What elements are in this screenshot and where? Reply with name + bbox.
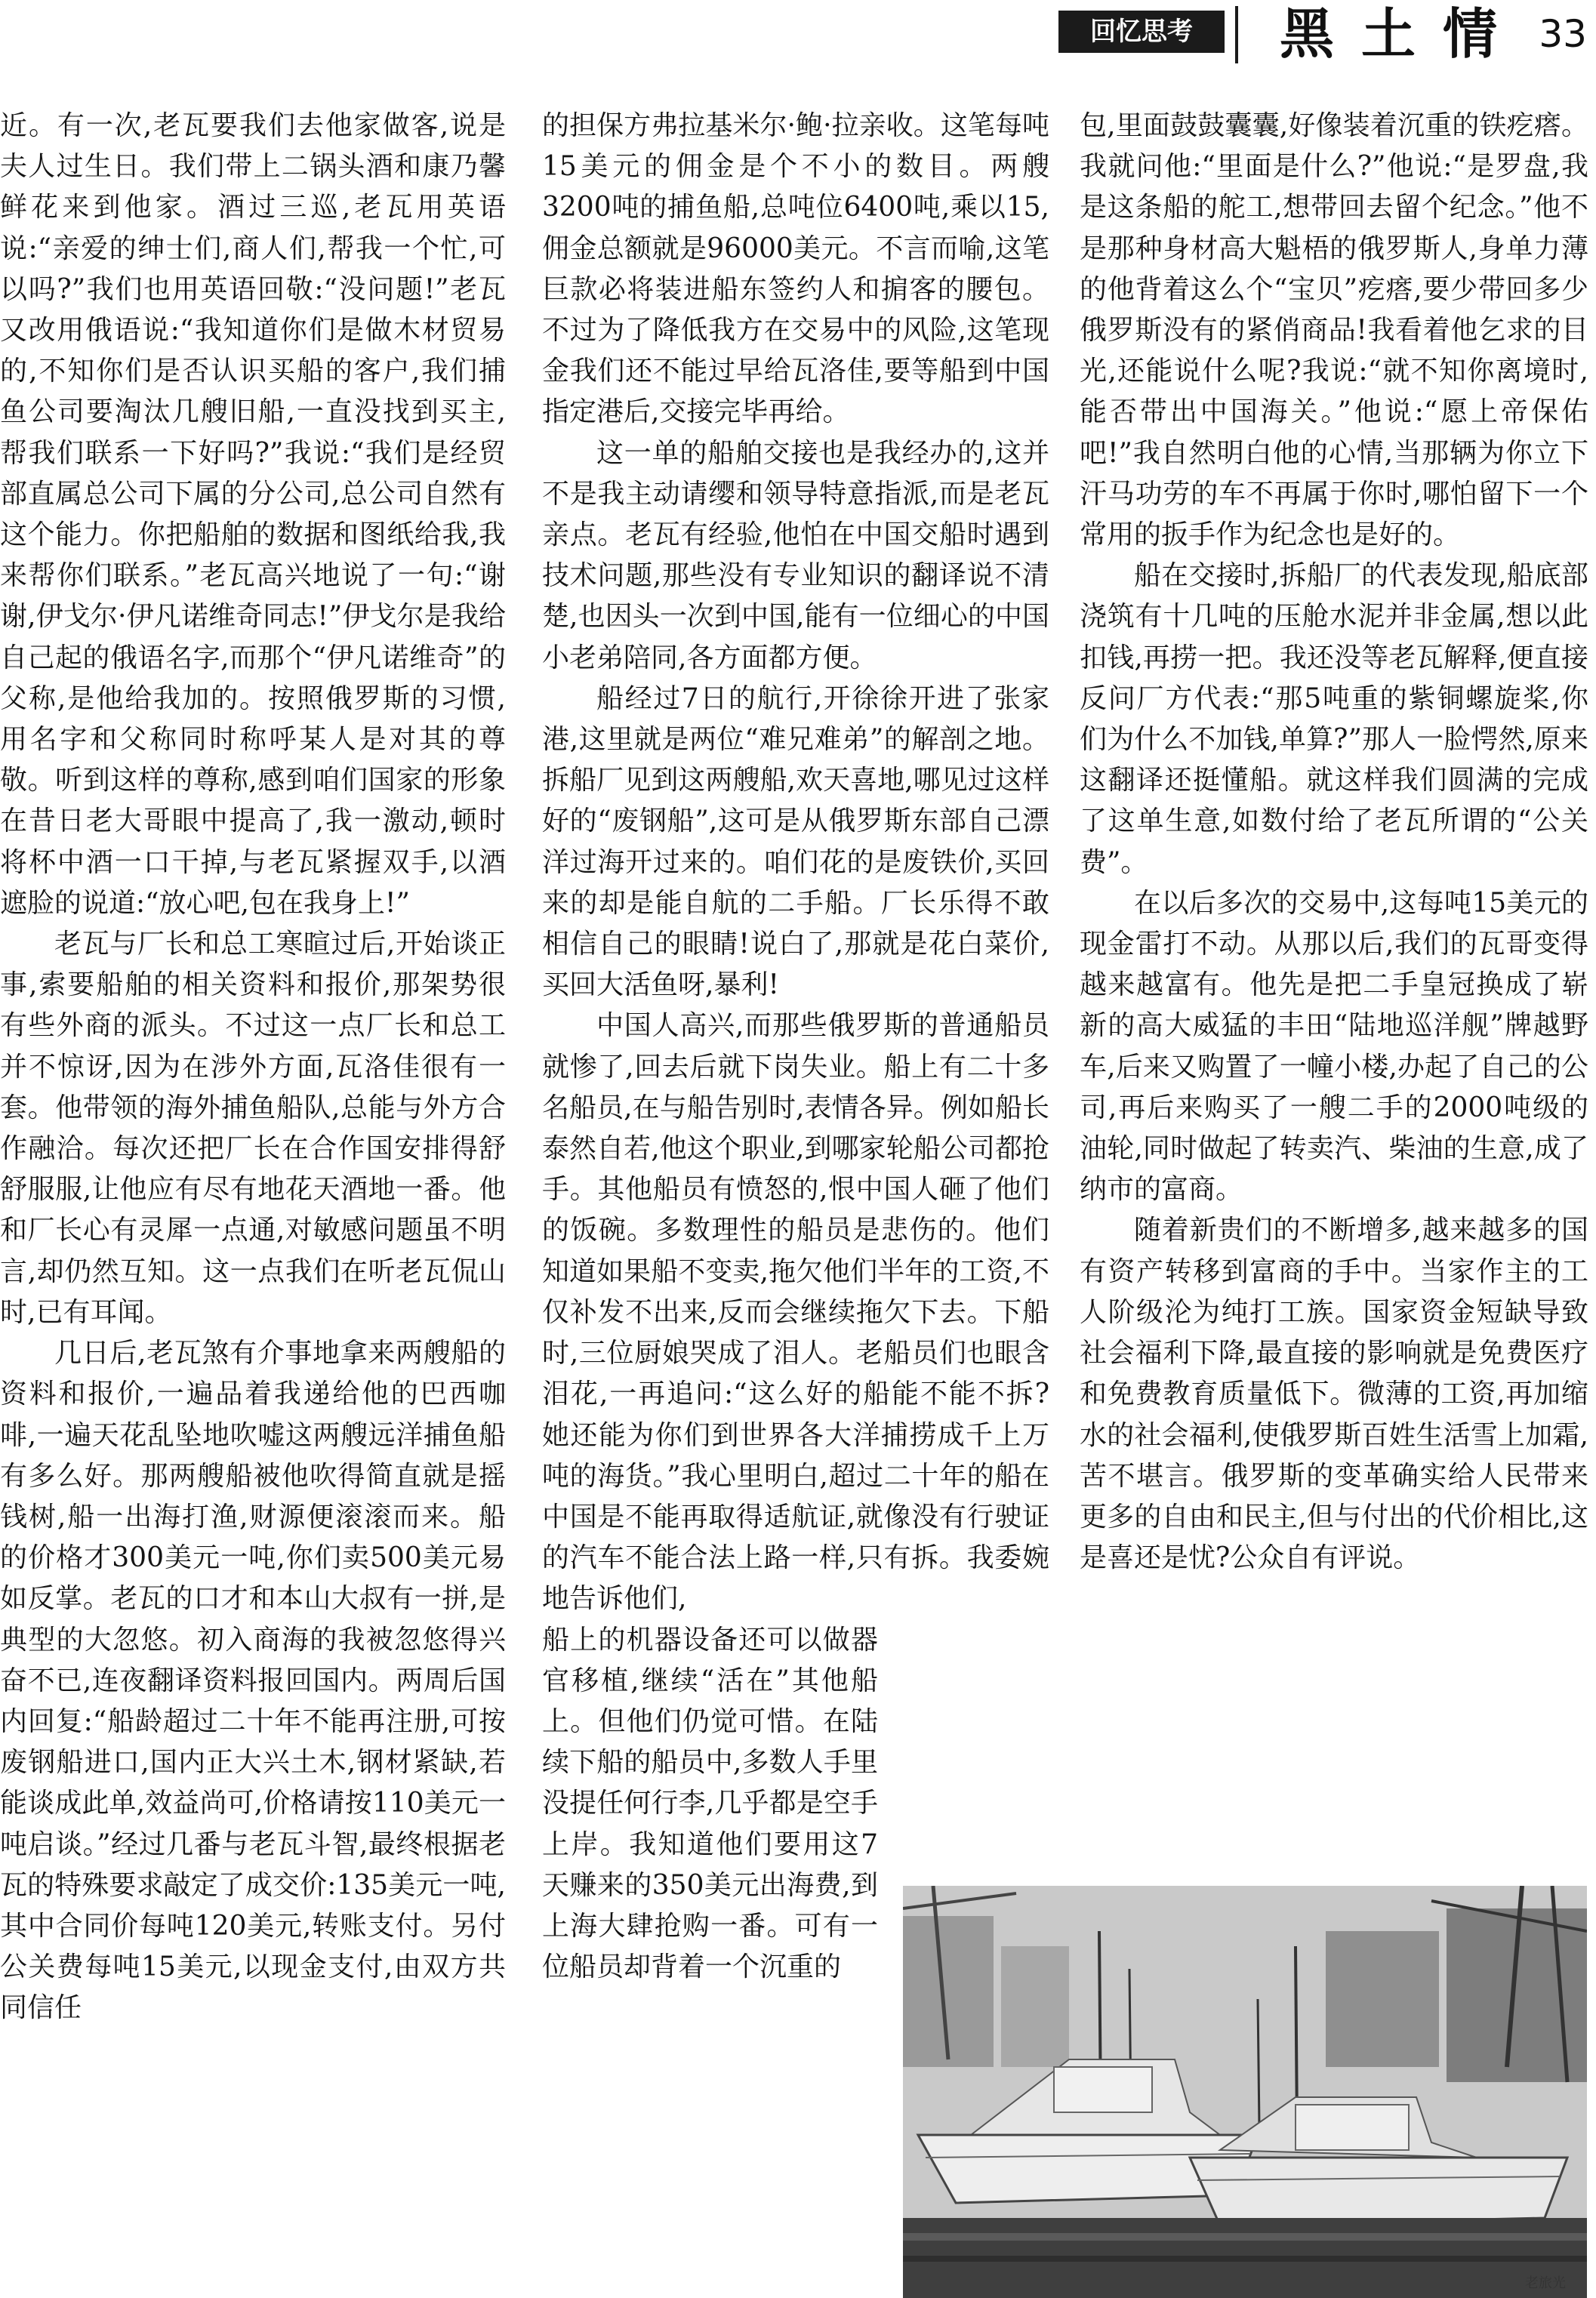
paragraph: 船经过7日的航行,开徐徐开进了张家港,这里就是两位“难兄难弟”的解剖之地。拆船厂见到这两艘船,欢天喜地,哪见过这样好的“废钢船”,这可是从俄罗斯东部自己漂洋过海开过来的。咱们花的是废铁价,买回来的却是能自航的二手船。厂长乐得不敢相信自己的眼睛!说白了,那就是花白菜价,买回大活鱼呀,暴利! [542,682,1049,1001]
paragraph: 船在交接时,拆船厂的代表发现,船底部浇筑有十几吨的压舱水泥并非金属,想以此扣钱,再捞一把。我还没等老瓦解释,便直接反问厂方代表:“那5吨重的紫铜螺旋桨,你们为什么不加钱,单算?”那人一脸愕然,原来这翻译还挺懂船。就这样我们圆满的完成了这单生意,如数付给了老瓦所谓的“公关费”。 [1080,560,1588,878]
paragraph: 近。有一次,老瓦要我们去他家做客,说是夫人过生日。我们带上二锅头酒和康乃馨鲜花来到他家。酒过三巡,老瓦用英语说:“亲爱的绅士们,商人们,帮我一个忙,可以吗?”我们也用英语回敬:“没问题!”老瓦又改用俄语说:“我知道你们是做木材贸易的,不知你们是否认识买船的客户,我们捕鱼公司要淘汰几艘旧船,一直没找到买主,帮我们联系一下好吗?”我说:“我们是经贸部直属总公司下属的分公司,总公司自然有这个能力。你把船舶的数据和图纸给我,我来帮你们联系。”老瓦高兴地说了一句:“谢谢,伊戈尔·伊凡诺维奇同志!”伊戈尔是我给自己起的俄语名字,而那个“伊凡诺维奇”的父称,是他给我加的。按照俄罗斯的习惯,用名字和父称同时称呼某人是对其的尊敬。听到这样的尊称,感到咱们国家的形象在昔日老大哥眼中提高了,我一激动,顿时将杯中酒一口干掉,与老瓦紧握双手,以酒遮脸的说道:“放心吧,包在我身上!” [0,110,506,919]
paragraph: 船上的机器设备还可以做器官移植,继续“活在”其他船上。但他们仍觉可惜。在陆续下船的船员中,多数人手里没提任何行李,几乎都是空手上岸。我知道他们要用这7天赚来的350美元出海费,到上海大肆抢购一番。可有一位船员却背着一个沉重的 [542,1624,878,1983]
article-column-1 [0,106,506,2029]
article-column-2 [542,106,1049,1988]
paragraph: 随着新贵们的不断增多,越来越多的国有资产转移到富商的手中。当家作主的工人阶级沦为纯打工族。国家资金短缺导致社会福利下降,最直接的影响就是免费医疗和免费教育质量低下。微薄的工资,再加缩水的社会福利,使俄罗斯百姓生活雪上加霜,苦不堪言。俄罗斯的变革确实给人民带来更多的自由和民主,但与付出的代价相比,这是喜还是忧?公众自有评说。 [1080,1215,1588,1574]
header-divider [1235,6,1238,63]
article-column-3 [1080,106,1588,1579]
paragraph: 在以后多次的交易中,这每吨15美元的现金雷打不动。从那以后,我们的瓦哥变得越来越富有。他先是把二手皇冠换成了崭新的高大威猛的丰田“陆地巡洋舰”牌越野车,后来又购置了一幢小楼,办起了自己的公司,再后来购买了一艘二手的2000吨级的油轮,同时做起了转卖汽、柴油的生意,成了纳市的富商。 [1080,887,1588,1206]
paragraph: 老瓦与厂长和总工寒暄过后,开始谈正事,索要船舶的相关资料和报价,那架势很有些外商的派头。不过这一点厂长和总工并不惊讶,因为在涉外方面,瓦洛佳很有一套。他带领的海外捕鱼船队,总能与外方合作融洽。每次还把厂长在合作国安排得舒舒服服,让他应有尽有地花天酒地一番。他和厂长心有灵犀一点通,对敏感问题虽不明言,却仍然互知。这一点我们在听老瓦侃山时,已有耳闻。 [0,929,506,1328]
paragraph: 包,里面鼓鼓囊囊,好像装着沉重的铁疙瘩。我就问他:“里面是什么?”他说:“是罗盘,我是这条船的舵工,想带回去留个纪念。”他不是那种身材高大魁梧的俄罗斯人,身单力薄的他背着这么个“宝贝”疙瘩,要少带回多少俄罗斯没有的紧俏商品!我看着他乞求的目光,还能说什么呢?我说:“就不知你离境时,能否带出中国海关。”他说:“愿上帝保佑吧!”我自然明白他的心情,当那辆为你立下汗马功劳的车不再属于你时,哪怕留下一个常用的扳手作为纪念也是好的。 [1080,110,1588,551]
ships-photo [903,1886,1587,2298]
section-label: 回忆思考 [1058,11,1225,53]
paragraph: 中国人高兴,而那些俄罗斯的普通船员就惨了,回去后就下岗失业。船上有二十多名船员,在与船告别时,表情各异。例如船长泰然自若,他这个职业,到哪家轮船公司都抢手。其他船员有愤怒的,恨中国人砸了他们的饭碗。多数理性的船员是悲伤的。他们知道如果船不变卖,拖欠他们半年的工资,不仅补发不出来,反而会继续拖欠下去。下船时,三位厨娘哭成了泪人。老船员们也眼含泪花,一再追问:“这么好的船能不能不拆?她还能为你们到世界各大洋捕捞成千上万吨的海货。”我心里明白,超过二十年的船在中国是不能再取得适航证,就像没有行驶证的汽车不能合法上路一样,只有拆。我委婉地告诉他们, [542,1010,1049,1615]
photo-credit: 老旅光 [1525,2275,1566,2291]
harbor-illustration [903,1886,1587,2298]
page-number: 33 [1539,12,1587,56]
paragraph: 的担保方弗拉基米尔·鲍·拉亲收。这笔每吨15美元的佣金是个不小的数目。两艘3200吨的捕鱼船,总吨位6400吨,乘以15,佣金总额就是96000美元。不言而喻,这笔巨款必将装进船东签约人和掮客的腰包。不过为了降低我方在交易中的风险,这笔现金我们还不能过早给瓦洛佳,要等船到中国指定港后,交接完毕再给。 [542,110,1049,428]
paragraph: 几日后,老瓦煞有介事地拿来两艘船的资料和报价,一遍品着我递给他的巴西咖啡,一遍天花乱坠地吹嘘这两艘远洋捕鱼船有多么好。那两艘船被他吹得简直就是摇钱树,船一出海打渔,财源便滚滚而来。船的价格才300美元一吨,你们卖500美元易如反掌。老瓦的口才和本山大叔有一拼,是典型的大忽悠。初入商海的我被忽悠得兴奋不已,连夜翻译资料报回国内。两周后国内回复:“船龄超过二十年不能再注册,可按废钢船进口,国内正大兴土木,钢材紧缺,若能谈成此单,效益尚可,价格请按110美元一吨启谈。”经过几番与老瓦斗智,最终根据老瓦的特殊要求敲定了成交价:135美元一吨,其中合同价每吨120美元,转账支付。另付公关费每吨15美元,以现金支付,由双方共同信任 [0,1338,506,2024]
magazine-title: 黑土情 [1280,2,1525,66]
paragraph: 这一单的船舶交接也是我经办的,这并不是我主动请缨和领导特意指派,而是老瓦亲点。老瓦有经验,他怕在中国交船时遇到技术问题,那些没有专业知识的翻译说不清楚,也因头一次到中国,能有一位细心的中国小老弟陪同,各方面都方便。 [542,437,1049,673]
